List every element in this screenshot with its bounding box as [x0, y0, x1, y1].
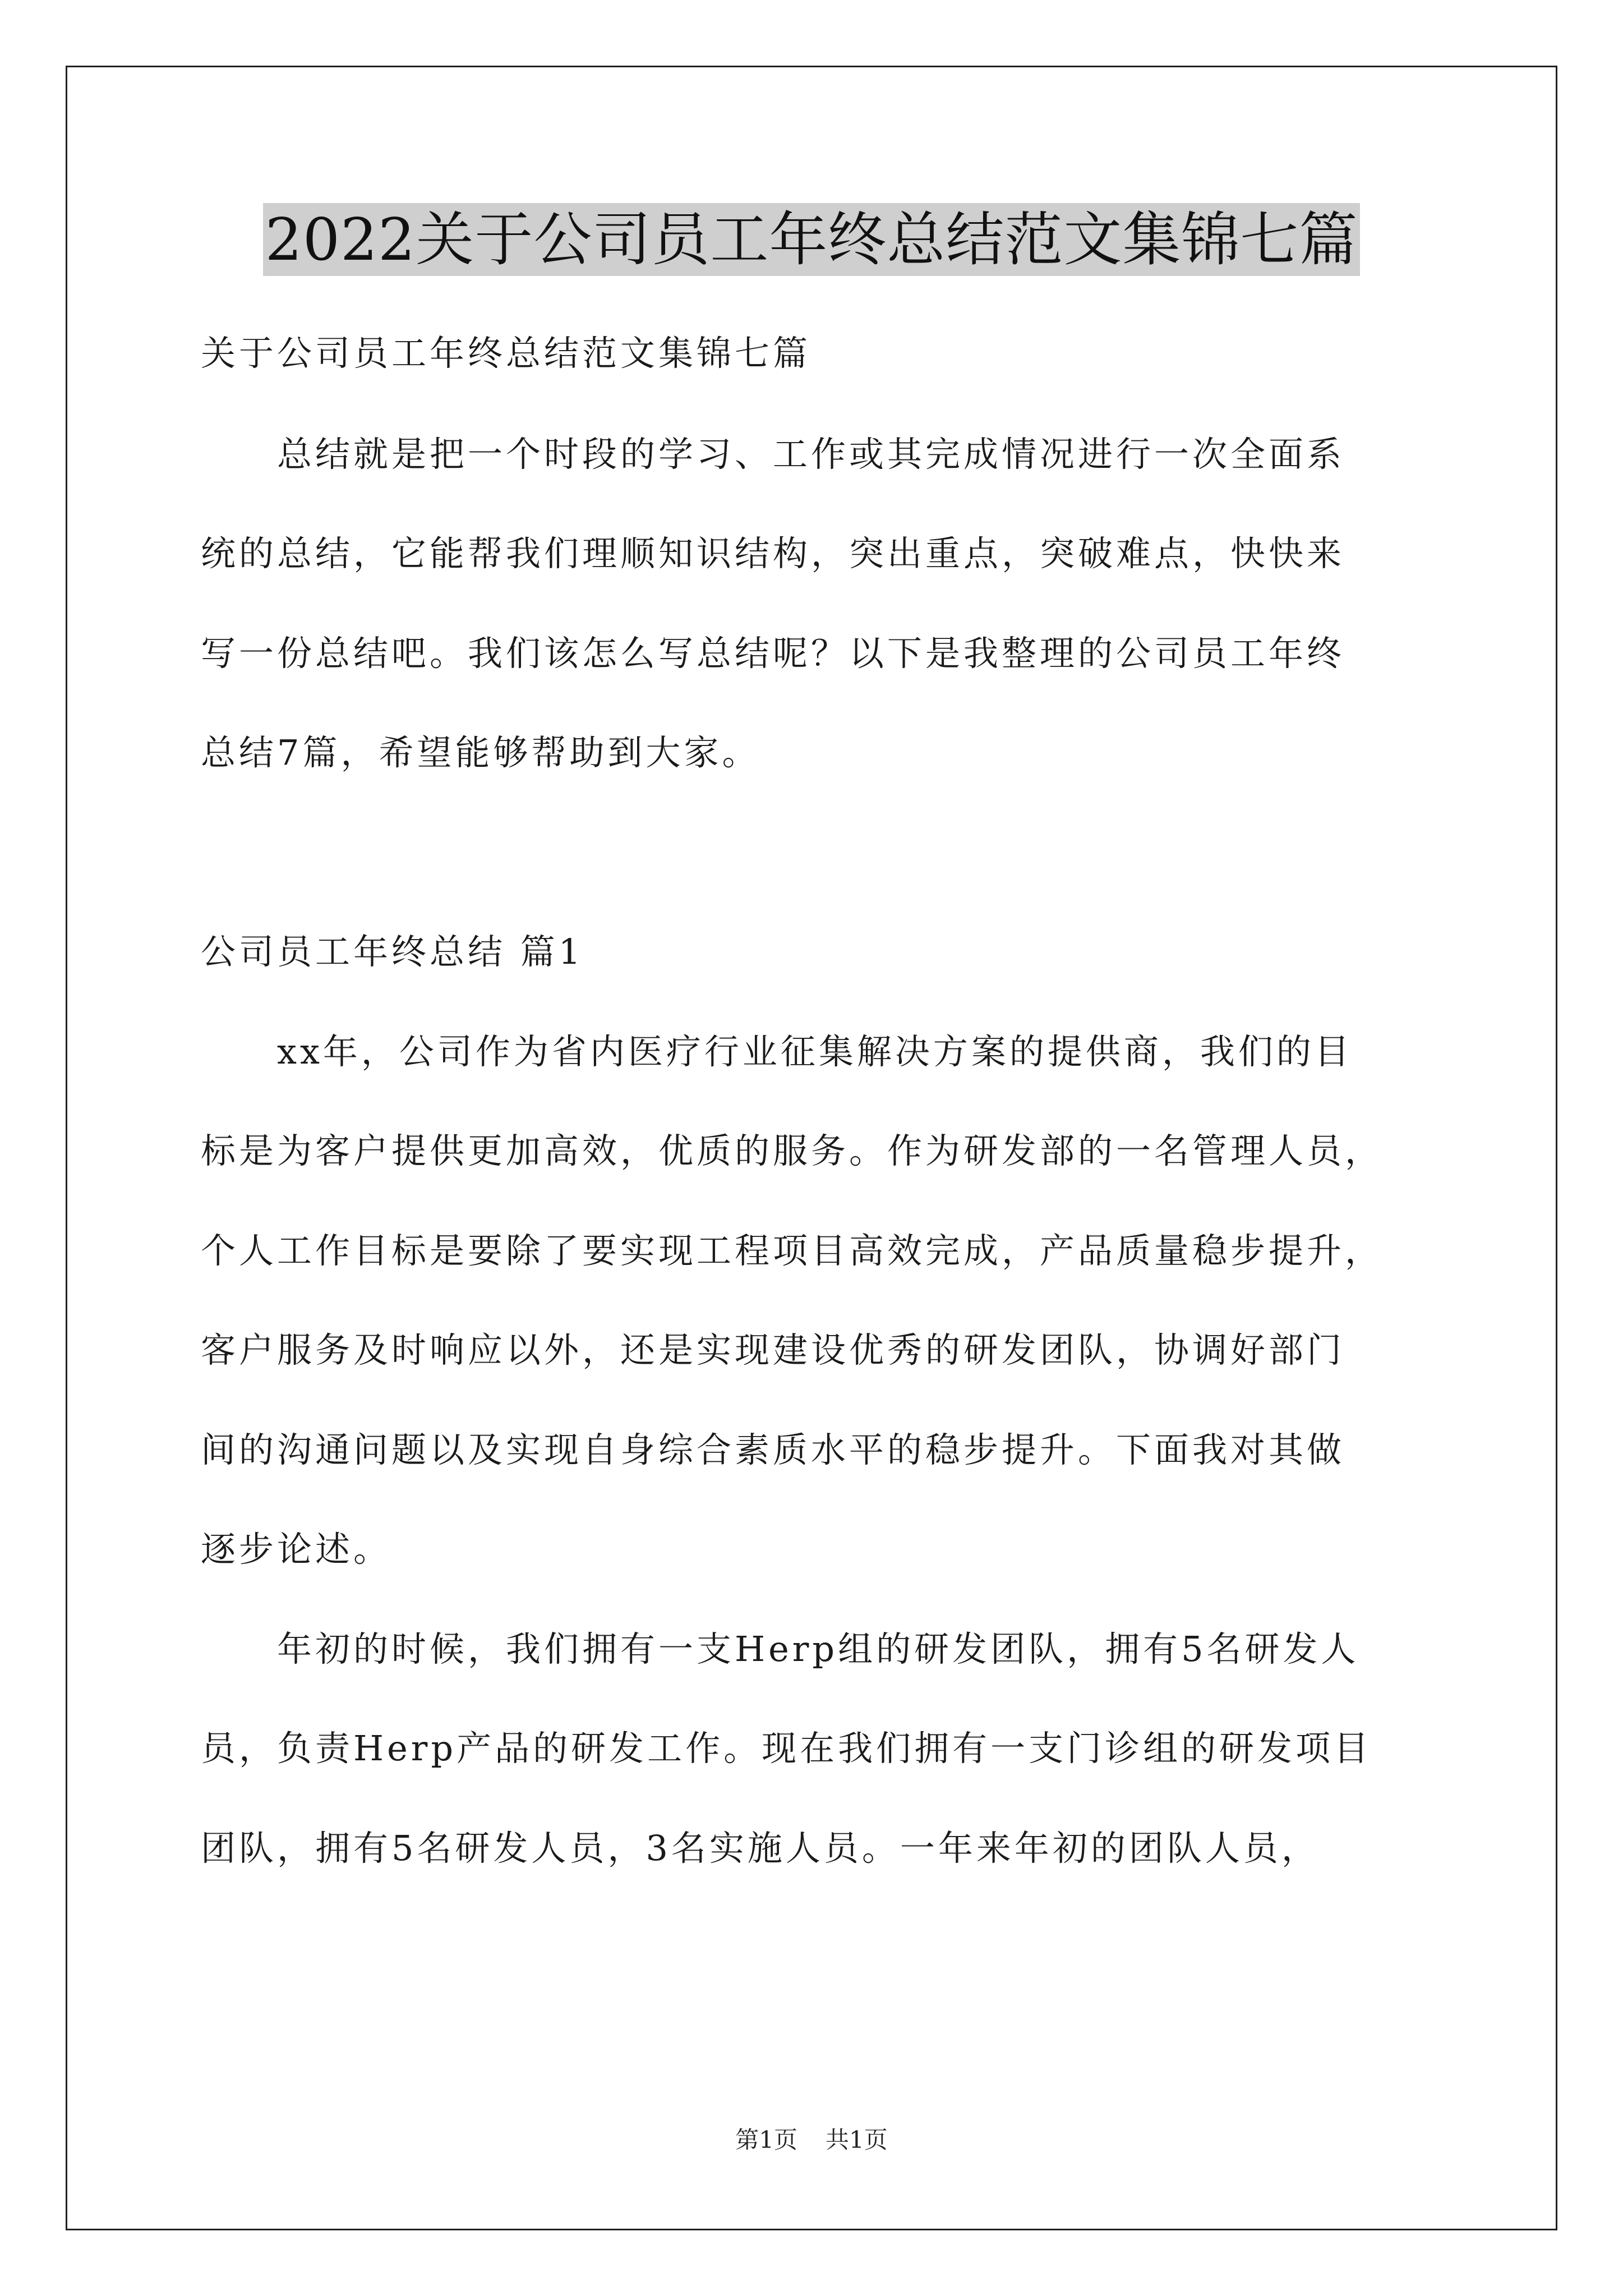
body-line: 个人工作目标是要除了要实现工程项目高效完成，产品质量稳步提升， [201, 1230, 1384, 1271]
body-line: 标是为客户提供更加高效，优质的服务。作为研发部的一名管理人员， [201, 1130, 1384, 1171]
body-line: 关于公司员工年终总结范文集锦七篇 [201, 333, 811, 374]
body-line: 员，负责Herp产品的研发工作。现在我们拥有一支门诊组的研发项目 [201, 1728, 1372, 1769]
page-number: 第1页 [735, 2126, 797, 2154]
body-line: xx年，公司作为省内医疗行业征集解决方案的提供商，我们的目 [201, 1031, 1353, 1072]
body-line: 总结7篇，希望能够帮助到大家。 [201, 732, 760, 773]
body-line: 团队，拥有5名研发人员，3名实施人员。一年来年初的团队人员， [201, 1828, 1320, 1869]
document-title: 2022关于公司员工年终总结范文集锦七篇 [263, 203, 1361, 276]
body-line: 客户服务及时响应以外，还是实现建设优秀的研发团队，协调好部门 [201, 1329, 1345, 1370]
body-line: 间的沟通问题以及实现自身综合素质水平的稳步提升。下面我对其做 [201, 1429, 1345, 1470]
title-container [0, 203, 1623, 276]
body-line: 逐步论述。 [201, 1529, 392, 1570]
page-footer [0, 2123, 1623, 2157]
section-heading: 公司员工年终总结 篇1 [201, 931, 584, 972]
body-line: 写一份总结吧。我们该怎么写总结呢？以下是我整理的公司员工年终 [201, 633, 1345, 674]
body-line: 统的总结，它能帮我们理顺知识结构，突出重点，突破难点，快快来 [201, 533, 1345, 574]
body-line: 总结就是把一个时段的学习、工作或其完成情况进行一次全面系 [201, 434, 1345, 475]
page-total: 共1页 [826, 2126, 888, 2154]
body-line: 年初的时候，我们拥有一支Herp组的研发团队，拥有5名研发人 [201, 1628, 1359, 1669]
